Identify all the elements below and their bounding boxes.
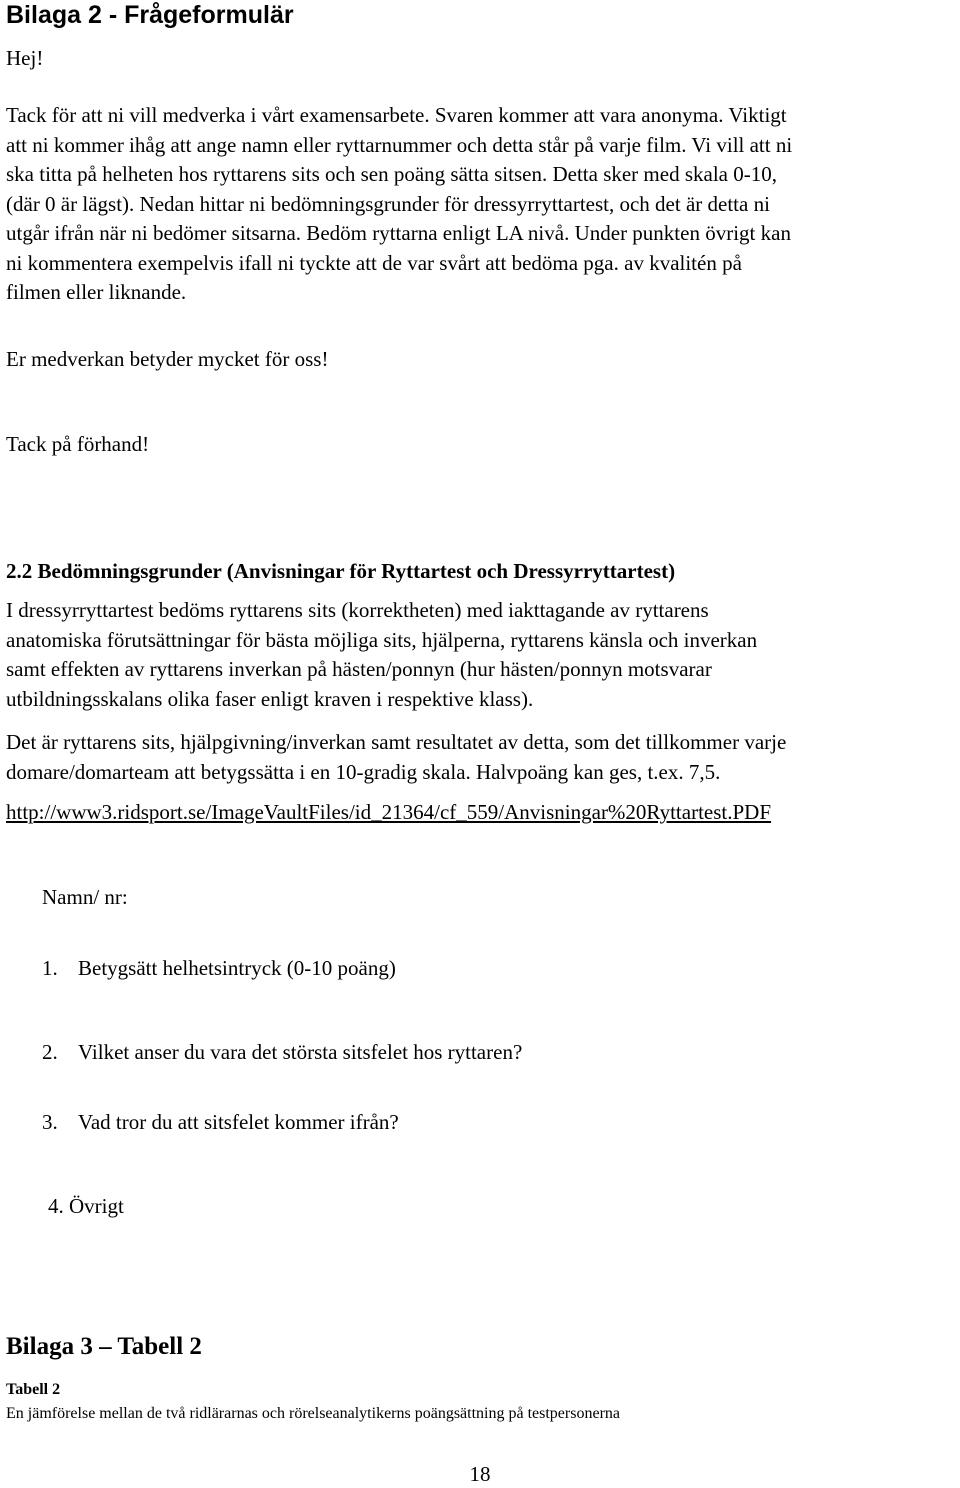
criteria-line: anatomiska förutsättningar för bästa möjliga sits, hjälperna, ryttarens känsla och inverkan	[6, 627, 758, 652]
question-text: Vilket anser du vara det största sitsfelet hos ryttaren?	[78, 1040, 523, 1064]
criteria-paragraph	[6, 596, 958, 714]
question-4	[48, 1192, 124, 1220]
question-number: 2.	[42, 1040, 58, 1064]
page-number: 18	[469, 1462, 491, 1486]
intro-paragraph	[6, 101, 958, 308]
scoring-paragraph	[6, 728, 958, 787]
criteria-line: I dressyrryttartest bedöms ryttarens sits (korrektheten) med iakttagande av ryttarens	[6, 598, 709, 622]
thanks-text: Tack på förhand!	[6, 432, 150, 456]
intro-line: ska titta på helheten hos ryttarens sits och sen poäng sätta sitsen. Detta sker med skala 0-10,	[6, 162, 777, 186]
question-number: 1.	[42, 956, 58, 980]
intro-line: filmen eller liknande.	[6, 280, 187, 304]
appreciation-text: Er medverkan betyder mycket för oss!	[6, 347, 329, 371]
intro-line: att ni kommer ihåg att ange namn eller ryttarnummer och detta står på varje film. Vi vill att ni	[6, 132, 793, 157]
criteria-line: utbildningsskalans olika faser enligt kraven i respektive klass).	[6, 686, 534, 711]
question-2	[42, 1038, 522, 1066]
page-title: Bilaga 2 - Frågeformulär	[6, 1, 294, 29]
question-1	[42, 954, 396, 982]
scoring-line: domare/domarteam att betygssätta i en 10-gradig skala. Halvpoäng kan ges, t.ex. 7,5.	[6, 759, 721, 784]
greeting-text: Hej!	[6, 46, 44, 70]
intro-line: ni kommentera exempelvis ifall ni tyckte att de var svårt att bedöma pga. av kvalitén på	[6, 250, 742, 275]
table-label: Tabell 2	[6, 1381, 61, 1398]
section-heading: 2.2 Bedömningsgrunder (Anvisningar för Ryttartest och Dressyrryttartest)	[6, 559, 676, 583]
scoring-line: Det är ryttarens sits, hjälpgivning/inverkan samt resultatet av detta, som det tillkommer varje	[6, 730, 787, 754]
question-text: Vad tror du att sitsfelet kommer ifrån?	[78, 1110, 399, 1134]
intro-line: Tack för att ni vill medverka i vårt examensarbete. Svaren kommer att vara anonyma. Viktigt	[6, 103, 787, 127]
reference-link[interactable]: http://www3.ridsport.se/ImageVaultFiles/id_21364/cf_559/Anvisningar%20Ryttartest.PDF	[6, 800, 772, 824]
intro-line: utgår ifrån när ni bedömer sitsarna. Bedöm ryttarna enligt LA nivå. Under punkten övrigt kan	[6, 221, 791, 245]
criteria-line: samt effekten av ryttarens inverkan på hästen/ponnyn (hur hästen/ponnyn motsvarar	[6, 657, 712, 681]
question-number: 3.	[42, 1110, 58, 1134]
table-caption: En jämförelse mellan de två ridlärarnas och rörelseanalytikerns poängsättning på testpersonerna	[6, 1405, 620, 1422]
appendix-heading: Bilaga 3 – Tabell 2	[6, 1333, 202, 1360]
question-number: 4.	[48, 1194, 64, 1218]
question-text: Betygsätt helhetsintryck (0-10 poäng)	[78, 956, 396, 980]
question-text: Övrigt	[69, 1194, 124, 1218]
question-3	[42, 1108, 399, 1136]
name-field-label: Namn/ nr:	[42, 885, 128, 909]
intro-line: (där 0 är lägst). Nedan hittar ni bedömningsgrunder för dressyrryttartest, och det är detta ni	[6, 191, 770, 216]
